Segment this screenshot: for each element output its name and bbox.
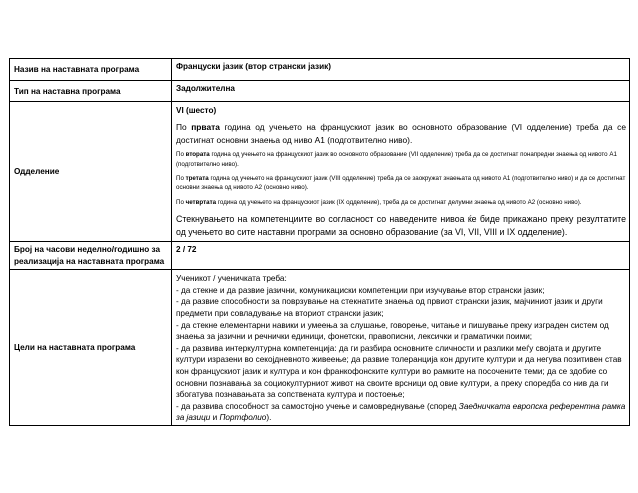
grade-paragraph-3: По третата година од учењето на францускиот јазик (VIII одделение) треба да се заокружат знаењата од нивото А1 (подготвително ниво) и да се достигнат основни знаења од нивото А2 (основно ниво). bbox=[176, 175, 626, 192]
grade-paragraph-1: По првата година од учењето на францускиот јазик во основното образование (VI одделение) треба да се достигнат основни знаења од ниво А1 (подготвително ниво). bbox=[176, 122, 626, 145]
program-name-value: Француски јазик (втор странски јазик) bbox=[172, 59, 630, 81]
goals-list bbox=[176, 273, 626, 424]
program-name-label: Назив на наставната програма bbox=[10, 59, 172, 81]
goals-label: Цели на наставната програма bbox=[10, 270, 172, 426]
grade-cell bbox=[172, 102, 630, 242]
program-type-label: Тип на наставна програма bbox=[10, 81, 172, 102]
row-program-type bbox=[10, 81, 630, 102]
hours-value: 2 / 72 bbox=[172, 242, 630, 270]
goal-item: - да развие способности за поврзување на стекнатите знаења од првиот странски јазик, мајчиниот јазик и други предмети при совладување на вториот странски јазик; bbox=[176, 297, 603, 318]
goal-item: - да стекне и да развие јазични, комуникациски компетенции при изучување втор странски јазик; bbox=[176, 285, 545, 295]
grade-label: Одделение bbox=[10, 102, 172, 242]
goals-cell bbox=[172, 270, 630, 426]
hours-label: Број на часови неделно/годишно за реализација на наставната програма bbox=[10, 242, 172, 270]
row-program-name bbox=[10, 59, 630, 81]
goal-item: - да стекне елементарни навики и умеења за слушање, говорење, читање и пишување преку изграден систем од знаења за јазични и речнички единици, фонетски, правописни, лексички и граматички поими; bbox=[176, 320, 609, 342]
row-goals bbox=[10, 270, 630, 426]
row-grade bbox=[10, 102, 630, 242]
goal-item-last: - да развива способност за самостојно учење и самовреднување (според Заедничката европска референтна рамка за јазици и Портфолио). bbox=[176, 401, 626, 423]
program-table bbox=[9, 58, 630, 426]
grade-paragraph-4: По четвртата година од учењето на францускиот јазик (IX одделение), треба да се достигнат делумни знаења од нивото А2 (основно ниво). bbox=[176, 198, 582, 206]
program-type-value: Задолжителна bbox=[172, 81, 630, 102]
grade-value: VI (шесто) bbox=[176, 106, 217, 115]
grade-paragraph-5: Стекнувањето на компетенциите во согласност со наведените нивоа ќе биде прикажано преку резултатите од учењето во сите наставни програми за основно образование (за VI, VII, VIII и IX одделение). bbox=[176, 214, 626, 238]
grade-paragraph-2: По втората година од учењето на францускиот јазик во основното образование (VII одделение) треба да се достигнат понапредни знаења од нивото А1 (подготвително ниво). bbox=[176, 151, 617, 168]
goal-item: - да развива интеркултурна компетенција: да ги разбира основните сличности и разлики меѓу својата и другите култури изразени во секојдневното живеење; да развие толеранција кон другите култури и да негува позитивен став кон францускиот јазик и култура и кон франкофонските култури во рамките на посочените теми; да се здобие со основни познавања за социокултурниот живот на своите врсници од овие култури, а преку споредба со нив да ги збогатува познавањата за сопствената култура и постоење; bbox=[176, 343, 622, 400]
goals-intro: Ученикот / ученичката треба: bbox=[176, 274, 287, 284]
row-hours bbox=[10, 242, 630, 270]
